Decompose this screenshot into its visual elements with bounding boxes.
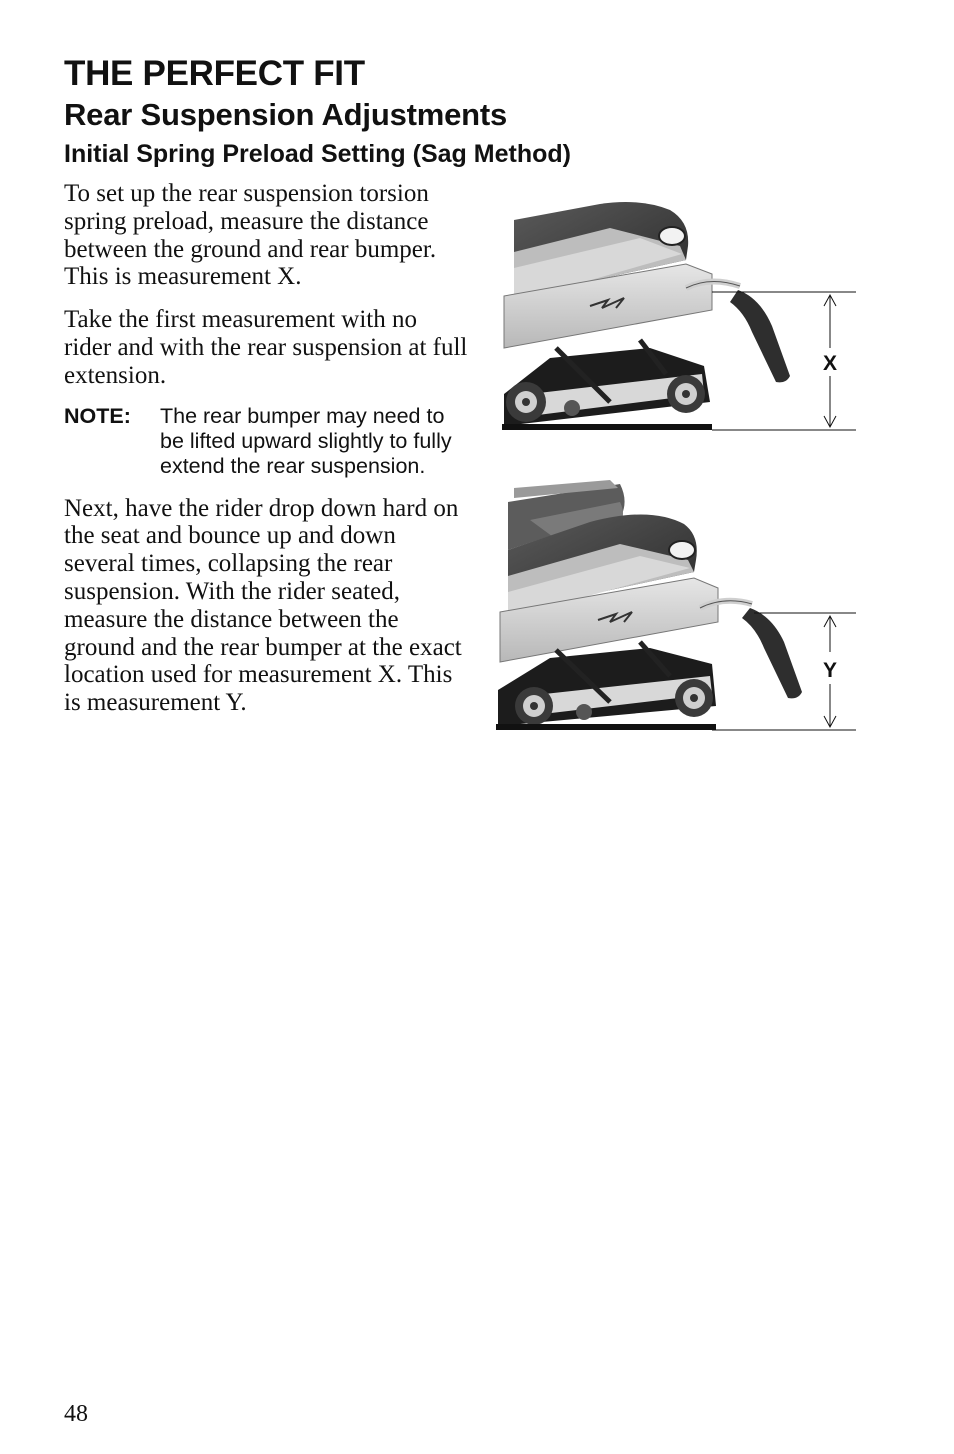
note-block xyxy=(64,404,470,479)
paragraph-no-rider: Take the first measurement with no rider and with the rear suspension at full extension. xyxy=(64,306,468,389)
paragraph-measurement-y: Next, have the rider drop down hard on the seat and bounce up and down several times, collapsing the rear suspension. With the rider seated, measure the distance between the ground and the rear bumper at the exact location used for measurement X. This is measurement Y. xyxy=(64,494,462,717)
snowmobile-rear-unloaded-figure xyxy=(490,198,870,438)
dimension-x-label: X xyxy=(822,352,838,375)
body-column xyxy=(64,180,470,717)
note-label: NOTE: xyxy=(64,403,131,428)
page-title: THE PERFECT FIT xyxy=(64,54,365,93)
note-text: The rear bumper may need to be lifted upward slightly to fully extend the rear suspension. xyxy=(160,403,452,478)
subsection-title: Initial Spring Preload Setting (Sag Method) xyxy=(64,140,571,168)
snowmobile-rear-loaded-figure xyxy=(490,480,870,740)
paragraph-measurement-x: To set up the rear suspension torsion spring preload, measure the distance between the ground and rear bumper. This is measurement X. xyxy=(64,180,437,291)
page-number: 48 xyxy=(64,1401,88,1427)
dimension-y-label: Y xyxy=(822,659,838,682)
snowmobile-body-shape xyxy=(502,202,790,430)
section-title: Rear Suspension Adjustments xyxy=(64,97,508,132)
snowmobile-body-shape xyxy=(496,514,802,730)
